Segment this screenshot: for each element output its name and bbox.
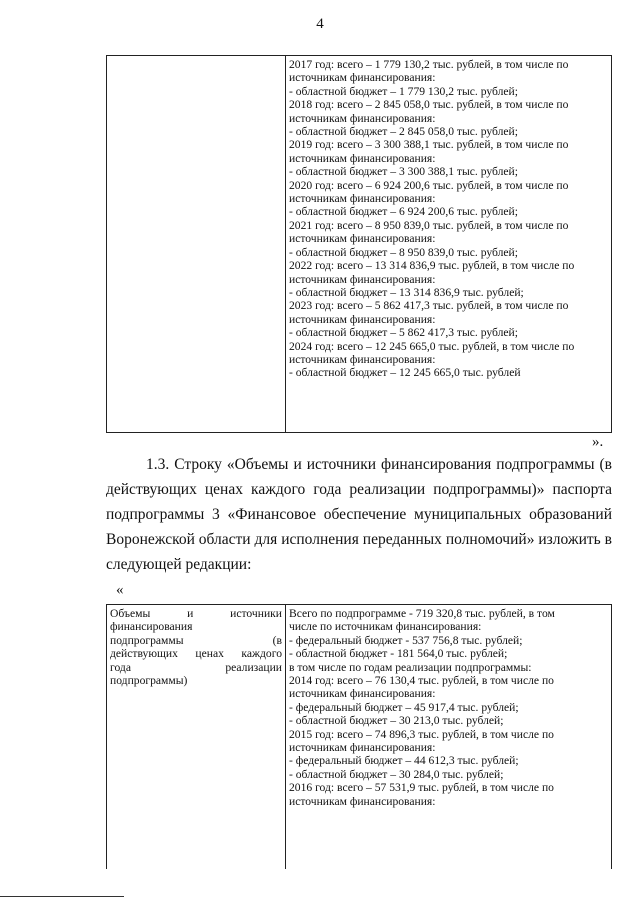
funding-line: в том числе по годам реализации подпрограммы: (289, 660, 532, 674)
label-line: подпрограммы) (110, 674, 188, 688)
funding-line: 2014 год: всего – 76 130,4 тыс. рублей, в том числе по (289, 674, 554, 688)
funding-line: источникам финансирования: (289, 111, 436, 125)
funding-line: - областной бюджет – 8 950 839,0 тыс. рублей; (289, 245, 518, 259)
label-line: года реализации (110, 660, 282, 674)
paragraph-line: следующей редакции: (106, 556, 252, 573)
funding-line: 2023 год: всего – 5 862 417,3 тыс. рублей, в том числе по (289, 299, 569, 313)
funding-line: - областной бюджет – 30 213,0 тыс. рублей; (289, 714, 504, 728)
table-cell-funding-details (286, 605, 612, 870)
label-line: подпрограммы (в (110, 633, 282, 647)
funding-line: - областной бюджет - 181 564,0 тыс. рублей; (289, 647, 508, 661)
funding-line: источникам финансирования: (289, 794, 436, 808)
opening-quote: « (116, 582, 124, 598)
funding-line: источникам финансирования: (289, 741, 436, 755)
funding-line: 2019 год: всего – 3 300 388,1 тыс. рублей, в том числе по (289, 138, 569, 152)
funding-line: - областной бюджет – 13 314 836,9 тыс. рублей; (289, 285, 524, 299)
label-line: Объемы и источники (110, 607, 282, 620)
funding-line: - областной бюджет – 6 924 200,6 тыс. рублей; (289, 205, 518, 219)
funding-line: источникам финансирования: (289, 272, 436, 286)
funding-line: 2015 год: всего – 74 896,3 тыс. рублей, в том числе по (289, 727, 554, 741)
table-row (107, 605, 612, 870)
funding-line: - областной бюджет – 3 300 388,1 тыс. рублей; (289, 165, 518, 179)
footnote-separator (0, 896, 124, 897)
funding-line: 2024 год: всего – 12 245 665,0 тыс. рублей, в том числе по (289, 339, 575, 353)
funding-line: 2022 год: всего – 13 314 836,9 тыс. рублей, в том числе по (289, 259, 575, 273)
funding-line: Всего по подпрограмме - 719 320,8 тыс. рублей, в том (289, 607, 555, 620)
table-cell-label (107, 605, 286, 870)
funding-line: источникам финансирования: (289, 312, 436, 326)
closing-quote: ». (592, 434, 604, 450)
paragraph-line: 1.3. Строку «Объемы и источники финансирования подпрограммы (в (146, 456, 612, 473)
funding-line: источникам финансирования: (289, 232, 436, 246)
label-line: действующих ценах каждого (110, 647, 282, 661)
table-cell-label-empty (107, 56, 286, 433)
label-line: финансирования (110, 620, 193, 634)
funding-line: - областной бюджет – 30 284,0 тыс. рублей; (289, 767, 504, 781)
funding-line: источникам финансирования: (289, 71, 436, 85)
page-number: 4 (316, 16, 324, 32)
table-row (107, 56, 612, 433)
funding-line: - областной бюджет – 12 245 665,0 тыс. рублей (289, 366, 521, 380)
funding-line: - областной бюджет – 1 779 130,2 тыс. рублей; (289, 84, 518, 98)
funding-table-continued (106, 55, 612, 433)
funding-table-subprogram-3 (106, 604, 612, 869)
funding-line: - федеральный бюджет – 45 917,4 тыс. рублей; (289, 700, 519, 714)
funding-line: 2016 год: всего – 57 531,9 тыс. рублей, в том числе по (289, 781, 554, 795)
funding-line: 2018 год: всего – 2 845 058,0 тыс. рублей, в том числе по (289, 98, 569, 112)
funding-line: - федеральный бюджет - 537 756,8 тыс. рублей; (289, 633, 523, 647)
paragraph-line: Воронежской области для исполнения переданных полномочий» изложить в (106, 531, 612, 548)
funding-line: 2021 год: всего – 8 950 839,0 тыс. рублей, в том числе по (289, 218, 569, 232)
funding-line: - областной бюджет – 2 845 058,0 тыс. рублей; (289, 125, 518, 139)
funding-line: 2020 год: всего – 6 924 200,6 тыс. рублей, в том числе по (289, 178, 569, 192)
funding-line: источникам финансирования: (289, 352, 436, 366)
funding-line: источникам финансирования: (289, 151, 436, 165)
paragraph-line: действующих ценах каждого года реализации подпрограммы)» паспорта (106, 481, 612, 498)
funding-line: - федеральный бюджет – 44 612,3 тыс. рублей; (289, 754, 519, 768)
funding-line: источникам финансирования: (289, 192, 436, 206)
funding-line: числе по источникам финансирования: (289, 620, 482, 634)
amendment-paragraph (106, 452, 612, 577)
funding-line: источникам финансирования: (289, 687, 436, 701)
table-cell-funding-by-year (286, 56, 612, 433)
paragraph-line: подпрограммы 3 «Финансовое обеспечение муниципальных образований (106, 506, 612, 523)
funding-line: 2017 год: всего – 1 779 130,2 тыс. рублей, в том числе по (289, 58, 569, 71)
funding-line: - областной бюджет – 5 862 417,3 тыс. рублей; (289, 326, 518, 340)
